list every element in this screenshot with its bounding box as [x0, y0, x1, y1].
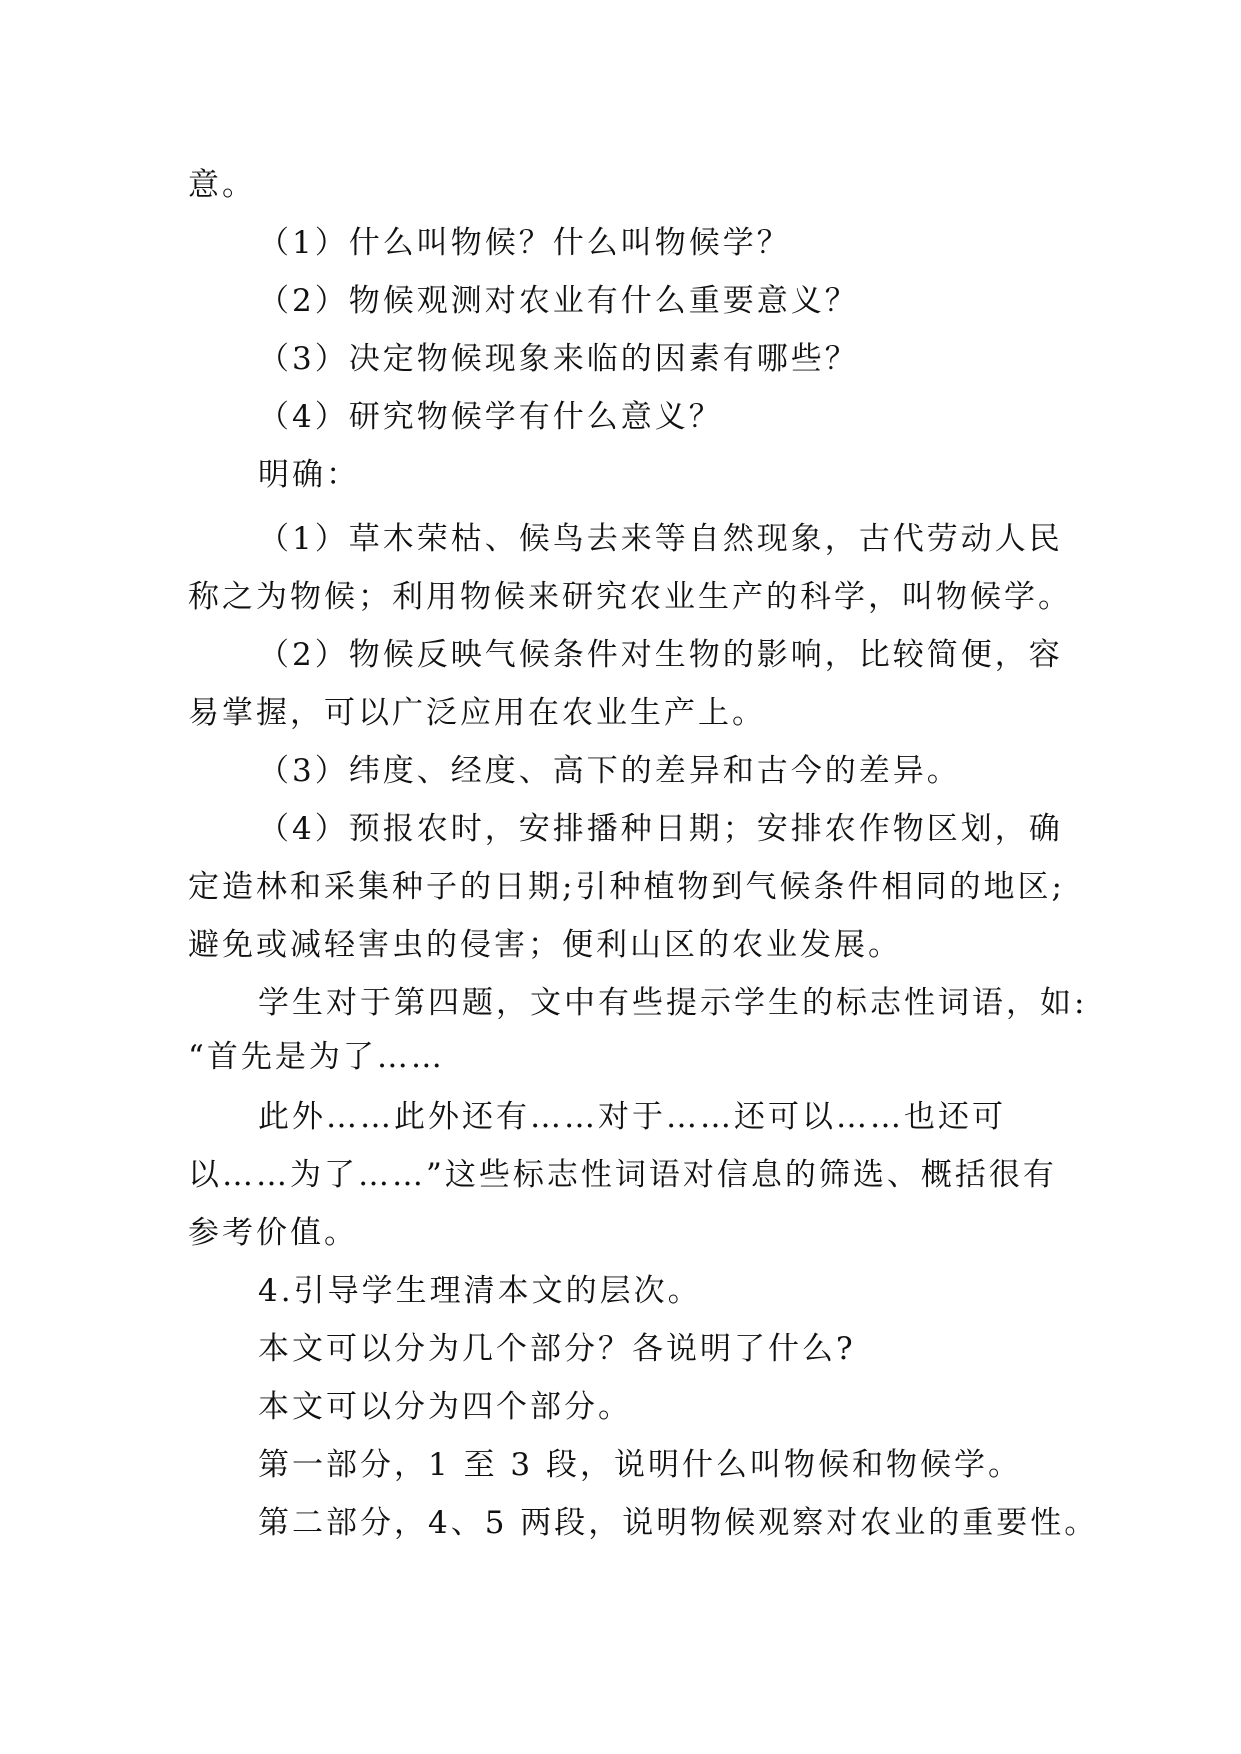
paragraph-line: 学生对于第四题，文中有些提示学生的标志性词语，如: — [258, 985, 1088, 1021]
text-line: 意。 — [188, 167, 256, 203]
answer-2-line-1: （2）物候反映气候条件对生物的影响，比较简便，容 — [258, 637, 1063, 673]
paragraph-line: 本文可以分为四个部分。 — [258, 1389, 632, 1425]
answer-4-line-3: 避免或减轻害虫的侵害；便利山区的农业发展。 — [188, 927, 902, 963]
paragraph-line: 此外……此外还有……对于……还可以……也还可 — [258, 1099, 1006, 1135]
part-1-description: 第一部分，1 至 3 段，说明什么叫物候和物候学。 — [258, 1447, 1023, 1483]
section-heading: 4.引导学生理清本文的层次。 — [258, 1273, 702, 1309]
question-4: （4）研究物候学有什么意义？ — [258, 399, 723, 435]
paragraph-line: 以……为了……”这些标志性词语对信息的筛选、概括很有 — [188, 1157, 1057, 1193]
part-2-description: 第二部分，4、5 两段，说明物候观察对农业的重要性。 — [258, 1505, 1099, 1541]
question-3: （3）决定物候现象来临的因素有哪些？ — [258, 341, 859, 377]
question-1: （1）什么叫物候？什么叫物候学？ — [258, 225, 791, 261]
paragraph-line: “首先是为了…… — [188, 1039, 445, 1075]
answer-3: （3）纬度、经度、高下的差异和古今的差异。 — [258, 753, 961, 789]
question-2: （2）物候观测对农业有什么重要意义？ — [258, 283, 859, 319]
answer-4-line-1: （4）预报农时，安排播种日期；安排农作物区划，确 — [258, 811, 1063, 847]
answer-1-line-1: （1）草木荣枯、候鸟去来等自然现象，古代劳动人民 — [258, 521, 1063, 557]
answer-1-line-2: 称之为物候；利用物候来研究农业生产的科学，叫物候学。 — [188, 579, 1072, 615]
answer-4-line-2: 定造林和采集种子的日期;引种植物到气候条件相同的地区; — [188, 869, 1065, 905]
answer-2-line-2: 易掌握，可以广泛应用在农业生产上。 — [188, 695, 766, 731]
answer-heading: 明确： — [258, 457, 360, 493]
paragraph-line: 参考价值。 — [188, 1215, 358, 1251]
paragraph-line: 本文可以分为几个部分？各说明了什么? — [258, 1331, 856, 1367]
